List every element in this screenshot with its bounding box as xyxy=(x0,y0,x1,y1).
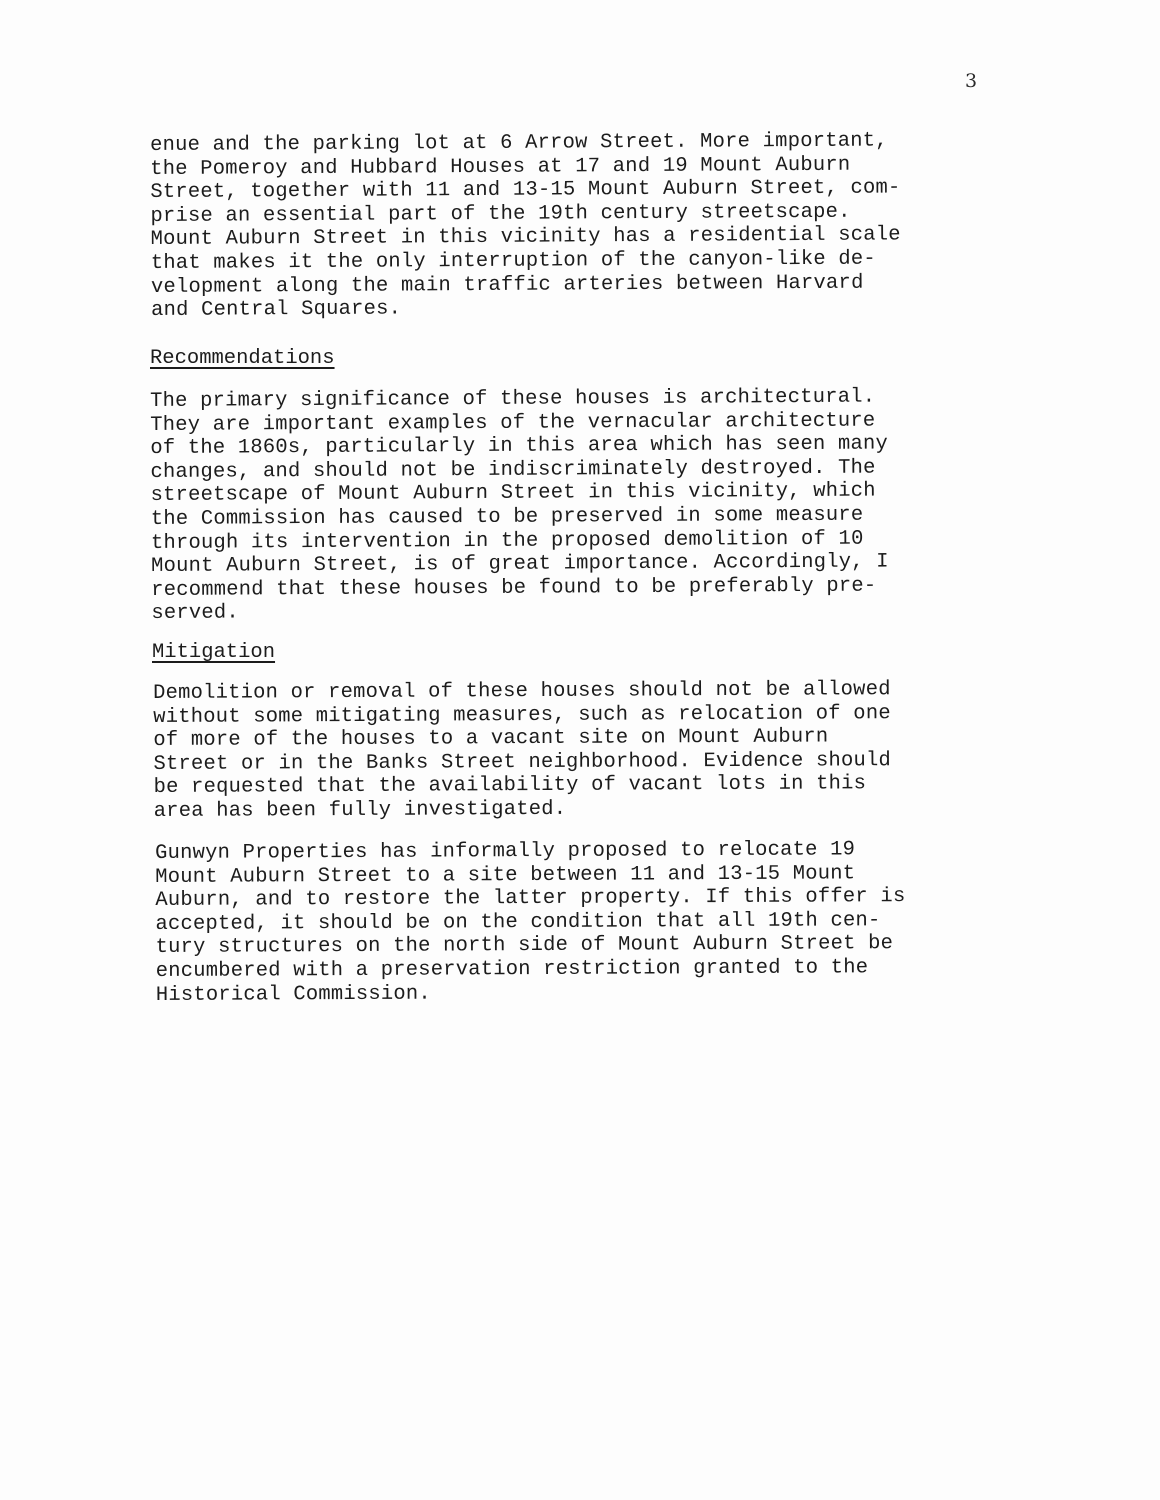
text-line: prise an essential part of the 19th century streetscape. xyxy=(150,200,851,228)
text-line: through its intervention in the proposed demolition of 10 xyxy=(150,527,864,555)
text-line: served. xyxy=(151,601,239,626)
text-line: Mount Auburn Street, is of great importance. Accordingly, I xyxy=(151,550,889,579)
text-line: Auburn, and to restore the latter property. If this offer is xyxy=(155,885,906,913)
text-line: accepted, it should be on the condition that all 19th cen- xyxy=(155,908,881,936)
text-line: tury structures on the north side of Mount Auburn Street be xyxy=(155,932,894,960)
text-line: be requested that the availability of vacant lots in this xyxy=(153,772,867,800)
text-line: recommend that these houses be found to be preferably pre- xyxy=(151,574,877,602)
text-line: without some mitigating measures, such as relocation of one xyxy=(153,701,891,729)
text-line: and Central Squares. xyxy=(151,297,402,323)
text-line: Demolition or removal of these houses should not be allowed xyxy=(153,678,891,705)
text-line: Historical Commission. xyxy=(155,982,431,1007)
text-line: the Pomeroy and Hubbard Houses at 17 and 19 Mount Auburn xyxy=(150,153,851,181)
mitigation-heading: Mitigation xyxy=(152,641,276,664)
text-line: enue and the parking lot at 6 Arrow Street. More important, xyxy=(150,129,888,157)
paragraph-streetscape xyxy=(150,129,901,322)
text-line: of the 1860s, particularly in this area which has seen many xyxy=(150,432,889,461)
text-line: encumbered with a preservation restriction granted to the xyxy=(155,956,869,983)
text-line: of more of the houses to a vacant site on Mount Auburn xyxy=(153,725,829,753)
page-number: 3 xyxy=(965,70,978,92)
text-line: area has been fully investigated. xyxy=(153,797,567,823)
text-line: Gunwyn Properties has informally proposed to relocate 19 xyxy=(155,838,856,865)
text-line: changes, and should not be indiscriminately destroyed. The xyxy=(150,456,876,484)
text-line: velopment along the main traffic arteries between Harvard xyxy=(150,271,864,299)
paragraph-gunwyn-proposal xyxy=(155,838,906,1007)
recommendations-heading: Recommendations xyxy=(150,347,335,370)
text-line: Street or in the Banks Street neighborhood. Evidence should xyxy=(153,748,892,776)
paragraph-recommendations xyxy=(150,385,889,625)
text-line: the Commission has caused to be preserved in some measure xyxy=(150,503,864,531)
text-line: Mount Auburn Street to a site between 11 and 13-15 Mount xyxy=(155,861,856,889)
text-line: Street, together with 11 and 13-15 Mount Auburn Street, com- xyxy=(150,176,901,205)
text-line: The primary significance of these houses is architectural. xyxy=(150,385,876,413)
paragraph-mitigation xyxy=(153,678,891,823)
text-line: streetscape of Mount Auburn Street in this vicinity, which xyxy=(150,479,876,508)
text-line: Mount Auburn Street in this vicinity has a residential scale xyxy=(150,223,901,252)
text-line: that makes it the only interruption of the canyon-like de- xyxy=(150,247,876,275)
text-line: They are important examples of the vernacular architecture xyxy=(150,409,876,437)
